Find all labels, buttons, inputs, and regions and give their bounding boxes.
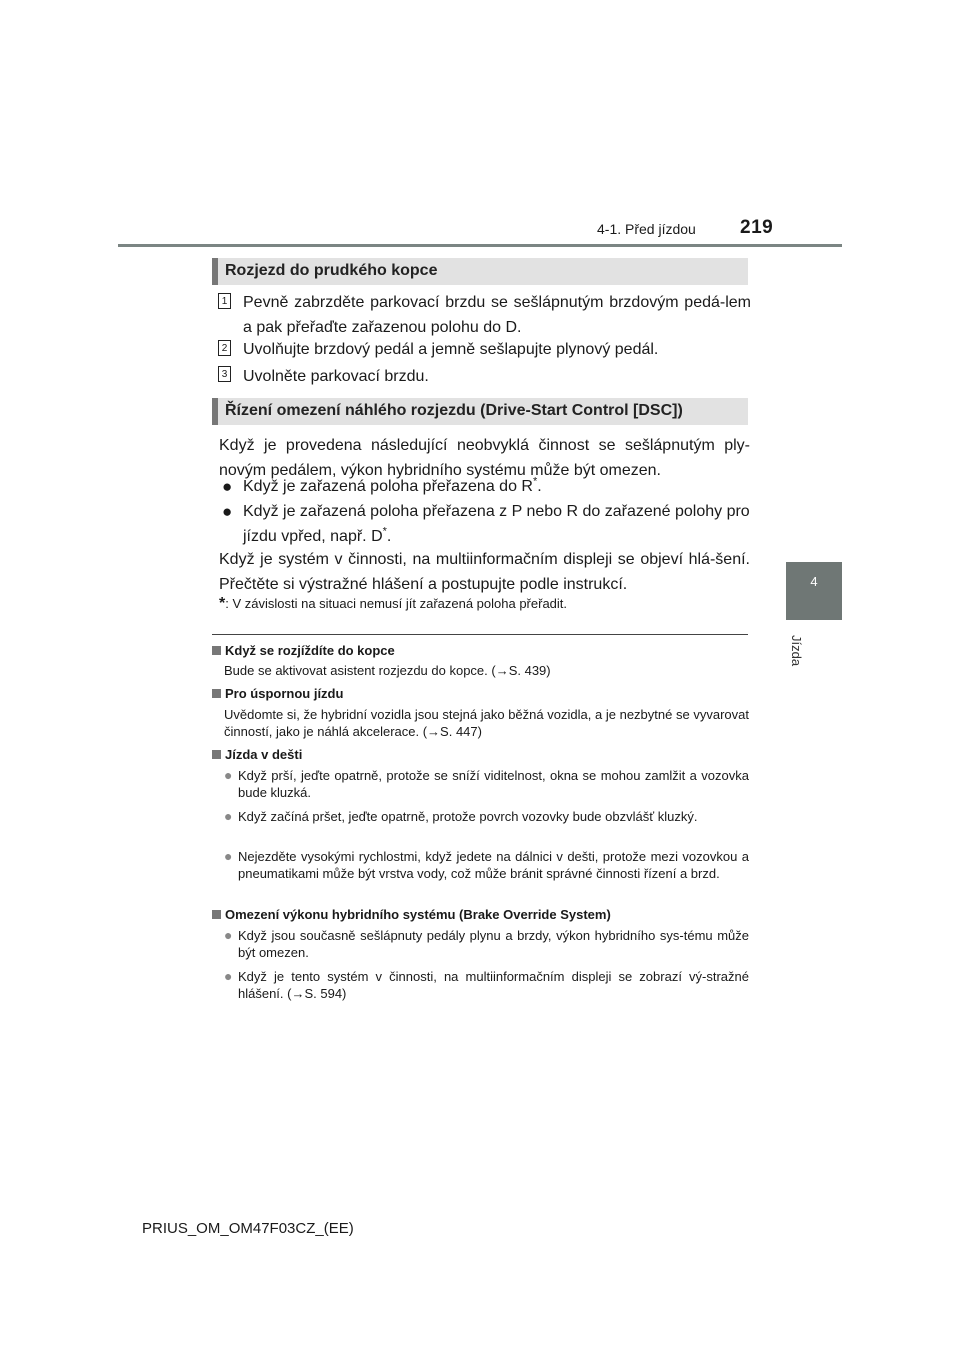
bullet-dot-icon: ● [224,848,233,864]
header-divider [118,244,842,247]
note-bullet: ● Nejezděte vysokými rychlostmi, když jedete na dálnici v dešti, protože mezi vozovkou a pneumatikami může být vrstva vody, což může bránit správné činnosti řízení a brzd. [224,848,749,881]
bullet-dot-icon: ● [224,808,233,824]
footnote: *: V závislosti na situaci nemusí jít zařazená poloha přeřadit. [219,595,568,612]
hill-start-heading-text: Rozjezd do prudkého kopce [225,262,438,279]
square-bullet-icon [212,910,221,919]
step-text: Uvolněte parkovací brzdu. [243,368,429,385]
note-bullet: ● Když je tento systém v činnosti, na multiinformačním displeji se zobrazí vý-stražné hlášení. (→S. 594) [224,968,749,1001]
note-title: Když se rozjíždíte do kopce [212,643,752,658]
step-text: Pevně zabrzděte parkovací brzdu se sešlápnutým brzdovým pedá-lem a pak přeřaďte zařazenou polohu do D. [243,294,751,336]
asterisk-mark: * [219,595,226,612]
note-body: Uvědomte si, že hybridní vozidla jsou stejná jako běžná vozidla, a je nezbytné se vyvarovat činností, jako je náhlá akcelerace. (→S. 447) [224,707,749,739]
dsc-message: Když je systém v činnosti, na multiinformačním displeji se objeví hlá-šení. Přečtěte si výstražné hlášení a postupujte podle instrukcí. [219,551,750,593]
bullet-dot-icon: ● [224,968,233,984]
note-bullet: ● Když prší, jeďte opatrně, protože se sníží viditelnost, okna se mohou zamlžit a vozovka bude kluzká. [224,767,749,800]
square-bullet-icon [212,689,221,698]
bullet-dot-icon: ● [222,477,233,496]
square-bullet-icon [212,646,221,655]
step-number-box: 3 [218,366,231,382]
step-text: Uvolňujte brzdový pedál a jemně sešlapujte plynový pedál. [243,341,659,358]
bullet-dot-icon: ● [224,767,233,783]
chapter-tab-number: 4 [810,574,818,589]
bullet-dot-icon: ● [222,502,233,521]
page-number: 219 [740,217,774,238]
square-bullet-icon [212,750,221,759]
dsc-intro: Když je provedena následující neobvyklá činnost se sešlápnutým ply-novým pedálem, výkon hybridního systému může být omezen. [219,437,750,479]
step-number-box: 2 [218,340,231,356]
dsc-heading-text: Řízení omezení náhlého rozjezdu (Drive-Start Control [DSC]) [225,402,683,419]
dsc-bullet: ● Když je zařazená poloha přeřazena z P nebo R do zařazené polohy pro jízdu vpřed, např. D*. [222,499,750,549]
hill-start-heading [212,258,748,285]
note-title: Jízda v dešti [212,747,752,762]
dsc-heading [212,398,748,425]
chapter-tab [786,562,842,620]
note-title: Pro úspornou jízdu [212,686,752,701]
bullet-dot-icon: ● [224,927,233,943]
asterisk-mark: * [382,525,387,538]
step-number-box: 1 [218,293,231,309]
note-body: Bude se aktivovat asistent rozjezdu do kopce. (→S. 439) [224,663,551,678]
note-bullet: ● Když začíná pršet, jeďte opatrně, protože povrch vozovky bude obzvlášť kluzký. [224,808,698,824]
note-bullet: ● Když jsou současně sešlápnuty pedály plynu a brzdy, výkon hybridního sys-tému může být omezen. [224,927,749,960]
chapter-label-text: Jízda [789,635,804,667]
notes-divider [212,634,748,635]
section-title: 4-1. Před jízdou [597,221,696,237]
document-code: PRIUS_OM_OM47F03CZ_(EE) [142,1220,354,1237]
dsc-bullet: ● Když je zařazená poloha přeřazena do R*. [222,474,750,499]
note-title: Omezení výkonu hybridního systému (Brake Override System) [212,907,752,922]
asterisk-mark: * [532,475,538,488]
